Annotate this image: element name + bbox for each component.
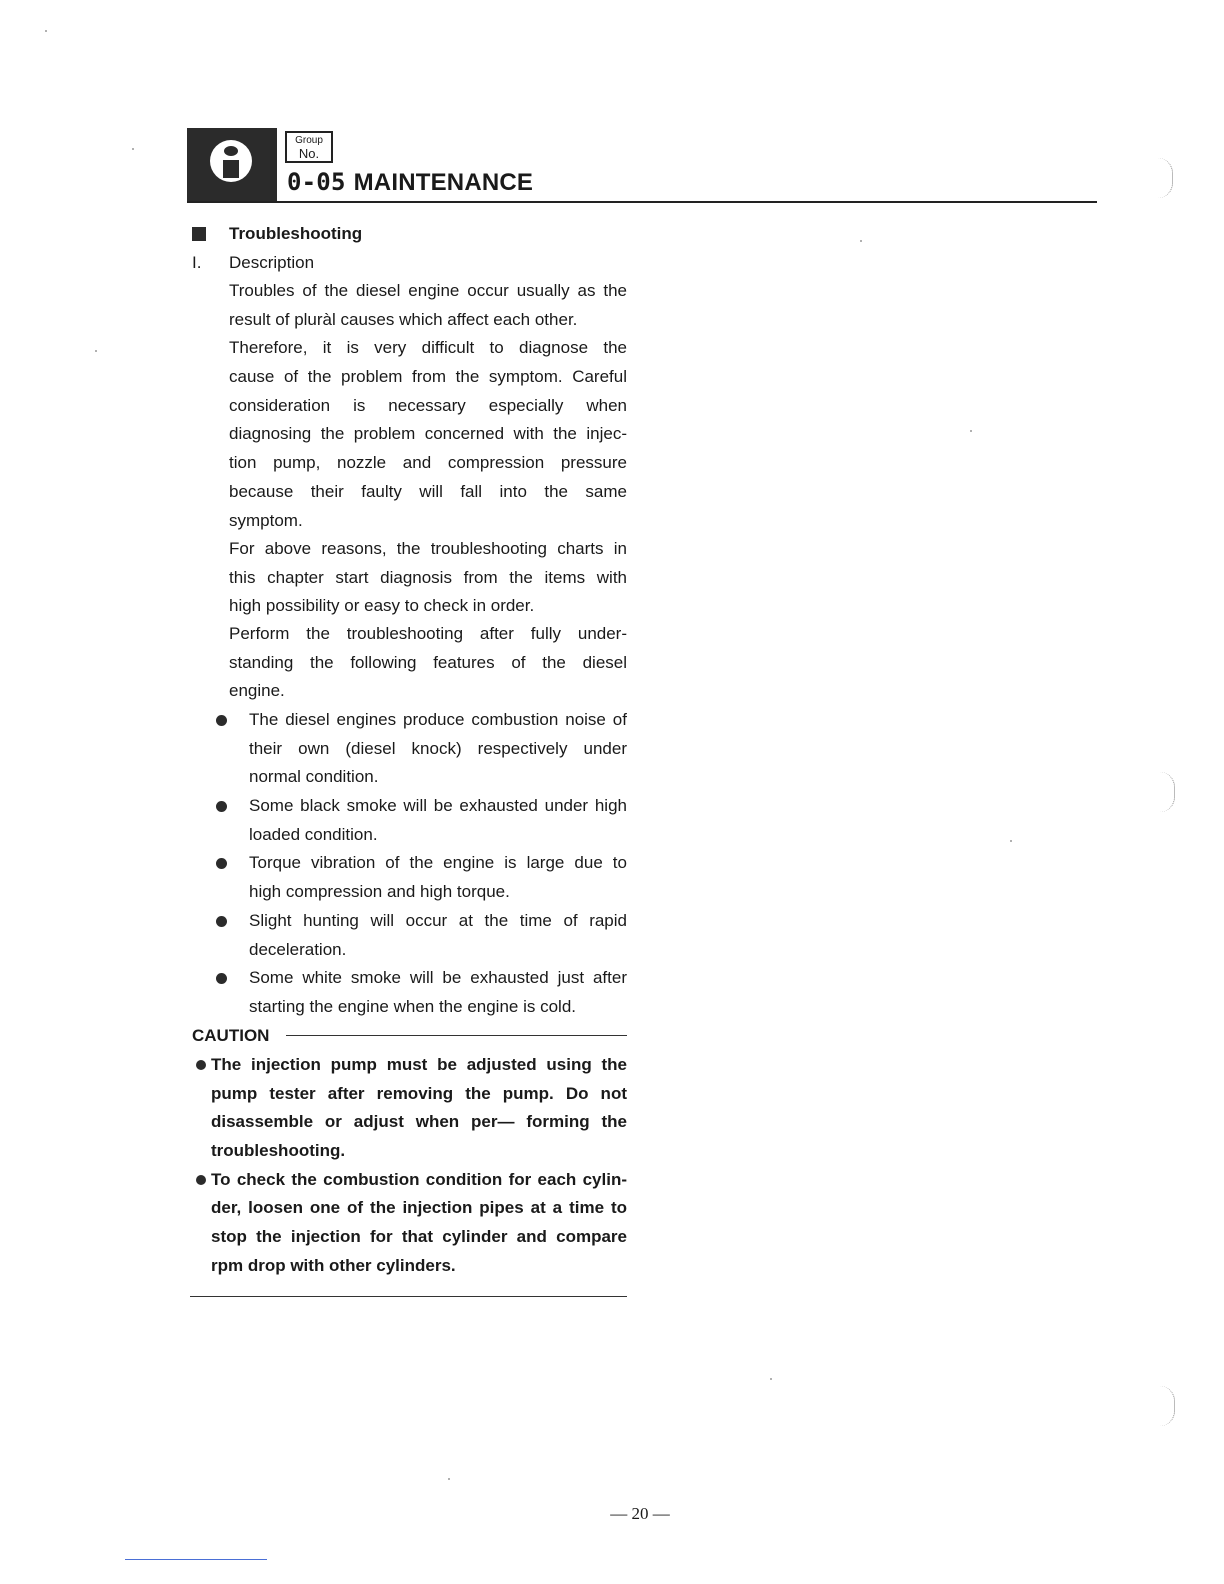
paragraph-line: standing the following features of the diesel [229,652,627,672]
list-item: The diesel engines produce combustion noise of their own (diesel knock) respectively under normal condition. [214,706,627,792]
scan-speck [860,240,862,242]
paragraph-1 [229,277,627,535]
paragraph-line: consideration is necessary especially when [229,395,627,415]
paragraph-line: because their faulty will fall into the same [229,481,627,501]
scan-speck [770,1378,772,1380]
group-code: 0-05 [287,168,346,196]
bullet-icon [216,973,227,984]
paragraph-line: Therefore, it is very difficult to diagnose the [229,338,627,358]
section-title: Troubleshooting [229,224,363,243]
page-title [287,168,533,197]
footer-line [125,1559,267,1560]
feature-list [214,706,627,1022]
bullet-icon [216,858,227,869]
list-item: Some black smoke will be exhausted under high loaded condition. [214,792,627,849]
paragraph-line: For above reasons, the troubleshooting charts in [229,539,627,558]
item-number: I. [192,253,202,272]
scan-speck [970,430,972,432]
paragraph-line: this chapter start diagnosis from the items with [229,567,627,587]
number-label: No. [298,146,320,161]
binder-hole-mark [1158,158,1173,198]
list-item: Some white smoke will be exhausted just after starting the engine when the engine is cold. [214,964,627,1021]
scan-speck [45,30,47,32]
section-square-icon [192,227,206,241]
bullet-icon [216,801,227,812]
group-label: Group [295,135,323,146]
paragraph-line: high possibility or easy to check in order. [229,596,535,616]
paragraph-2 [229,535,627,621]
paragraph-line: Troubles of the diesel engine occur usually as the [229,281,627,300]
caution-heading: CAUTION [192,1026,270,1045]
scan-speck [1010,840,1012,842]
caution-list [196,1051,627,1281]
item-title: Description [229,253,315,272]
bullet-icon [216,916,227,927]
caution-item: To check the combustion condition for each cylin- der, loosen one of the injection pipes at a time to stop the injection for that cylinder and compare rpm drop with other cylinders. [196,1166,627,1281]
group-number-box [285,131,333,163]
paragraph-line: symptom. [229,510,303,530]
caution-item: The injection pump must be adjusted using the pump tester after removing the pump. Do not disassemble or adjust when per— forming the troubleshooting. [196,1051,627,1166]
scan-speck [95,350,97,352]
bullet-icon [216,715,227,726]
paragraph-3 [229,620,627,706]
info-icon [187,128,277,201]
paragraph-line: cause of the problem from the symptom. Careful [229,367,627,387]
page-title-text: MAINTENANCE [353,169,534,196]
bullet-icon [196,1060,206,1070]
caution-bottom-divider [190,1296,627,1297]
list-item: Slight hunting will occur at the time of rapid deceleration. [214,907,627,964]
list-item: Torque vibration of the engine is large due to high compression and high torque. [214,849,627,906]
binder-hole-mark [1160,1386,1175,1426]
paragraph-line: tion pump, nozzle and compression pressure [229,453,627,473]
paragraph-line: engine. [229,681,285,701]
paragraph-line: Perform the troubleshooting after fully under- [229,624,627,643]
paragraph-line: result of pluràl causes which affect each other. [229,309,578,329]
scan-speck [448,1478,450,1480]
caution-divider [286,1035,627,1036]
page-number: — 20 — [610,1504,670,1523]
header-divider [187,201,1097,203]
scan-speck [132,148,134,150]
bullet-icon [196,1175,206,1185]
paragraph-line: diagnosing the problem concerned with the injec- [229,424,627,444]
binder-hole-mark [1160,772,1175,812]
